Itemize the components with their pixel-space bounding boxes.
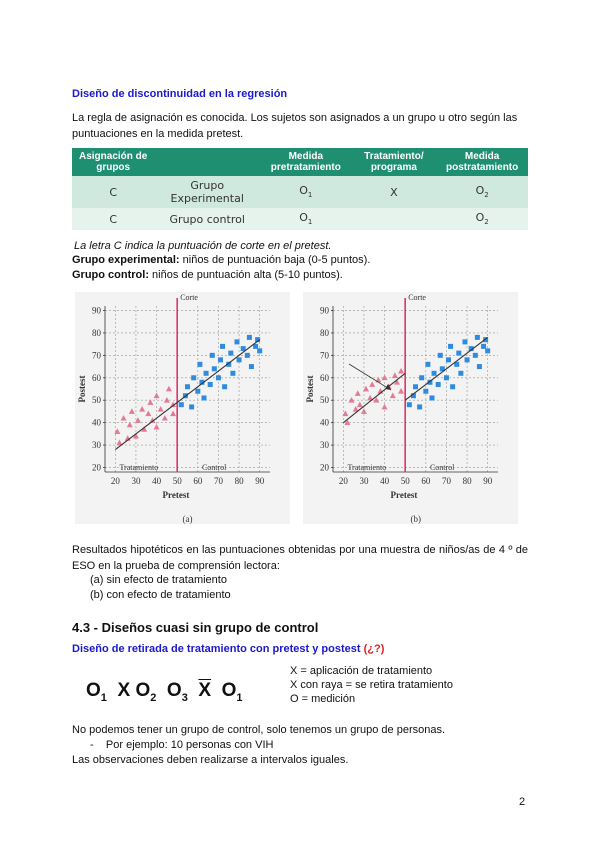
experimental-group-note <box>72 252 370 268</box>
table-header-row <box>72 148 528 176</box>
formula-token <box>198 680 211 701</box>
y-tick-label: 50 <box>92 395 101 406</box>
panel-label: (a) <box>182 514 193 524</box>
note-label: Grupo experimental: <box>72 254 180 266</box>
scatter-chart-b <box>303 292 518 524</box>
y-tick-label: 20 <box>92 462 101 473</box>
y-tick-label: 40 <box>92 417 101 428</box>
y-axis-label: Postest <box>305 375 315 403</box>
data-point-square <box>473 353 478 358</box>
control-group-note <box>72 267 343 283</box>
cutoff-label: Corte <box>180 293 198 302</box>
intro-paragraph: La regla de asignación es conocida. Los sujetos son asignados a un grupo u otro según las puntuaciones en la medida pretest. <box>72 112 518 140</box>
data-point-square <box>208 382 213 387</box>
data-point-square <box>481 344 486 349</box>
data-point-square <box>485 348 490 353</box>
formula-subscript: 2 <box>150 691 157 704</box>
group-label: Tratamiento <box>347 463 387 472</box>
subtitle-text: Diseño de retirada de tratamiento con pretest y postest <box>72 643 361 655</box>
obs-subscript: 2 <box>484 218 489 227</box>
group-label: Tratamiento <box>119 463 159 472</box>
x-tick-label: 30 <box>359 476 369 486</box>
cutoff-note: La letra C indica la puntuación de corte en el pretest. <box>74 240 332 252</box>
data-point-square <box>432 371 437 376</box>
data-point-square <box>463 339 468 344</box>
data-point-square <box>216 375 221 380</box>
results-paragraph: Resultados hipotéticos en las puntuaciones obtenidas por una muestra de niños/as de 4 º de ESO en la prueba de comprensión lectora: <box>72 544 528 572</box>
formula-subscript: 3 <box>181 691 188 704</box>
x-tick-label: 40 <box>380 476 390 486</box>
scatter-chart-a <box>75 292 290 524</box>
data-point-square <box>456 351 461 356</box>
x-tick-label: 70 <box>441 476 451 486</box>
data-point-square <box>210 353 215 358</box>
page-number: 2 <box>519 796 526 808</box>
x-tick-label: 60 <box>421 476 431 486</box>
data-point-square <box>430 395 435 400</box>
formula-symbol: $\overline{X}$ <box>198 680 212 701</box>
table-row <box>72 208 528 230</box>
panel-label: (b) <box>410 514 421 524</box>
group-label: Control <box>429 463 455 472</box>
formula-subscript: 1 <box>236 691 243 704</box>
group-label: Control <box>201 463 227 472</box>
data-point-square <box>458 371 463 376</box>
y-tick-label: 80 <box>92 327 101 338</box>
x-tick-label: 60 <box>193 476 203 486</box>
data-point-square <box>247 335 252 340</box>
data-point-square <box>425 362 430 367</box>
y-tick-label: 90 <box>320 305 329 316</box>
y-tick-label: 70 <box>92 350 101 361</box>
groups-table <box>72 148 528 230</box>
x-tick-label: 50 <box>172 476 182 486</box>
legend-line: O = medición <box>290 693 356 705</box>
data-point-square <box>257 348 262 353</box>
obs-symbol: O <box>299 184 308 198</box>
table-cell <box>260 208 351 230</box>
data-point-square <box>191 375 196 380</box>
table-cell <box>260 176 351 208</box>
table-cell <box>436 208 528 230</box>
data-point-square <box>245 353 250 358</box>
x-tick-label: 70 <box>213 476 223 486</box>
section-title: Diseño de discontinuidad en la regresión <box>72 88 288 100</box>
y-tick-label: 80 <box>320 327 329 338</box>
data-point-square <box>475 335 480 340</box>
formula-symbol: O <box>135 680 151 701</box>
x-tick-label: 90 <box>255 476 265 486</box>
x-tick-label: 20 <box>338 476 348 486</box>
x-tick-label: 50 <box>400 476 410 486</box>
table-cell <box>436 176 528 208</box>
x-tick-label: 80 <box>234 476 244 486</box>
data-point-square <box>438 353 443 358</box>
question-mark: (¿?) <box>363 643 385 655</box>
obs-subscript: 1 <box>307 218 313 227</box>
table-header-cell: Tratamiento/ programa <box>351 148 436 176</box>
x-axis-label: Pretest <box>390 490 418 500</box>
table-cell: Grupo Experimental <box>154 176 260 208</box>
data-point-square <box>218 357 223 362</box>
list-dash: - <box>90 739 94 751</box>
data-point-square <box>189 404 194 409</box>
obs-symbol: O <box>475 211 485 225</box>
y-tick-label: 30 <box>92 440 101 451</box>
formula-token <box>117 680 130 701</box>
data-point-square <box>448 344 453 349</box>
data-point-square <box>212 366 217 371</box>
obs-subscript: 2 <box>484 191 489 200</box>
data-point-square <box>230 371 235 376</box>
section-subtitle <box>72 643 384 655</box>
note-label: Grupo control: <box>72 269 149 281</box>
y-tick-label: 50 <box>320 395 329 406</box>
data-point-square <box>436 382 441 387</box>
x-tick-label: 40 <box>152 476 162 486</box>
table-cell: C <box>72 176 154 208</box>
data-point-square <box>450 384 455 389</box>
note-text: niños de puntuación baja (0-5 puntos). <box>179 254 371 266</box>
y-axis-label: Postest <box>77 375 87 403</box>
result-item: (a) sin efecto de tratamiento <box>90 574 227 586</box>
data-point-square <box>197 362 202 367</box>
data-point-square <box>417 404 422 409</box>
data-point-square <box>195 389 200 394</box>
legend-line: X con raya = se retira tratamiento <box>290 679 453 691</box>
formula-subscript: 1 <box>100 691 107 704</box>
formula-token <box>86 680 107 704</box>
y-tick-label: 60 <box>92 372 101 383</box>
formula-symbol: X <box>117 680 131 701</box>
data-point-square <box>228 351 233 356</box>
example-text: Por ejemplo: 10 personas con VIH <box>105 739 274 751</box>
x-tick-label: 80 <box>462 476 472 486</box>
table-cell <box>351 208 436 230</box>
data-point-square <box>423 389 428 394</box>
data-point-square <box>220 344 225 349</box>
formula-symbol: O <box>166 680 182 701</box>
section-heading: 4.3 - Diseños cuasi sin grupo de control <box>72 620 319 635</box>
closing-line: Las observaciones deben realizarse a intervalos iguales. <box>72 754 349 766</box>
formula-legend <box>290 664 453 706</box>
x-tick-label: 20 <box>110 476 120 486</box>
data-point-square <box>419 375 424 380</box>
formula-token <box>166 680 188 704</box>
formula-symbol: O <box>86 680 101 701</box>
x-axis-label: Pretest <box>162 490 190 500</box>
table-cell: X <box>351 176 436 208</box>
data-point-square <box>237 357 242 362</box>
obs-symbol: O <box>299 211 308 225</box>
table-header-cell <box>154 148 260 176</box>
y-tick-label: 20 <box>320 462 329 473</box>
formula-symbol: O <box>221 680 237 701</box>
data-point-square <box>185 384 190 389</box>
y-tick-label: 60 <box>320 372 329 383</box>
data-point-square <box>222 384 227 389</box>
data-point-square <box>446 357 451 362</box>
example-item <box>90 737 273 753</box>
note-text: niños de puntuación alta (5-10 puntos). <box>149 269 343 281</box>
data-point-square <box>407 402 412 407</box>
table-header-cell: Medida pretratamiento <box>260 148 351 176</box>
data-point-square <box>249 364 254 369</box>
y-tick-label: 40 <box>320 417 329 428</box>
x-tick-label: 90 <box>483 476 493 486</box>
data-point-square <box>465 357 470 362</box>
data-point-square <box>179 402 184 407</box>
y-tick-label: 70 <box>320 350 329 361</box>
data-point-square <box>235 339 240 344</box>
data-point-square <box>444 375 449 380</box>
data-point-square <box>202 395 207 400</box>
formula-token <box>135 680 157 704</box>
table-cell: C <box>72 208 154 230</box>
design-formula <box>86 680 243 704</box>
table-header-cell: Medida postratamiento <box>436 148 528 176</box>
data-point-square <box>204 371 209 376</box>
obs-subscript: 1 <box>307 191 313 200</box>
legend-line: X = aplicación de tratamiento <box>290 665 433 677</box>
y-tick-label: 90 <box>92 305 101 316</box>
closing-line: No podemos tener un grupo de control, solo tenemos un grupo de personas. <box>72 724 446 736</box>
y-tick-label: 30 <box>320 440 329 451</box>
formula-token <box>221 680 243 704</box>
obs-symbol: O <box>475 184 485 198</box>
data-point-square <box>413 384 418 389</box>
table-header-cell: Asignación de grupos <box>72 148 154 176</box>
table-row <box>72 176 528 208</box>
result-item: (b) con efecto de tratamiento <box>90 589 231 601</box>
cutoff-label: Corte <box>408 293 426 302</box>
table-cell: Grupo control <box>154 208 260 230</box>
x-tick-label: 30 <box>131 476 141 486</box>
data-point-square <box>477 364 482 369</box>
